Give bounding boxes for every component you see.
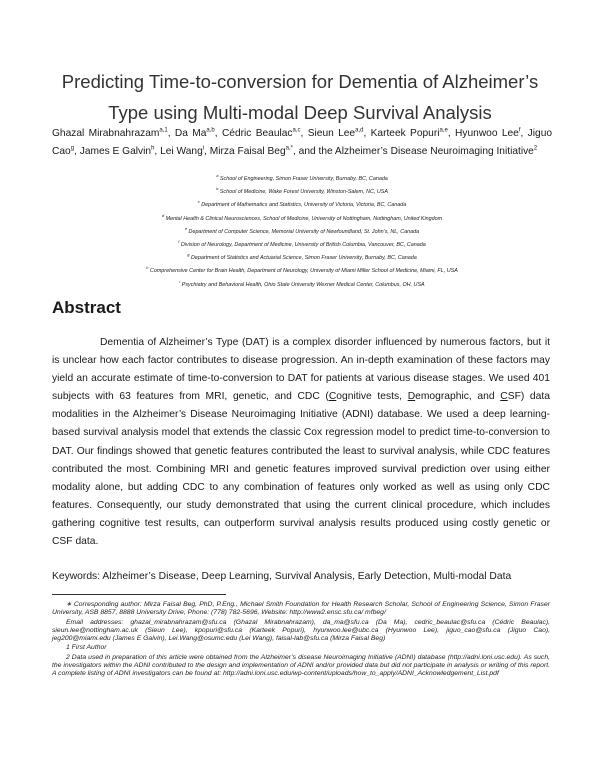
author-sup: a,e (439, 127, 448, 134)
author-name: and the Alzheimer’s Disease Neuroimaging Initiative (298, 146, 534, 157)
title-line-1: Predicting Time-to-conversion for Dementia of Alzheimer’s (61, 71, 539, 92)
author-sup: a,b (206, 127, 215, 134)
paper-title (40, 66, 560, 128)
footnote-first-author: 1 First Author (66, 644, 107, 652)
author-name: Karteek Popuri (370, 128, 440, 139)
author-name: Sieun Lee (307, 128, 356, 139)
affiliation-text: Division of Neurology, Department of Medicine, University of British Columbia, Vancouver, BC, Canada (180, 241, 426, 248)
author-list: Ghazal Mirabnahrazam$^{a,1}$, Da Ma$^{a,b}$, Cédric Beaulac$^{a,c}$, Sieun Lee$^{a,d}$, Karteek Popuri$^{a,e}$, Hyunwoo Lee$^f$, Jiguo Cao$^g$, James E Galvin$^h$, Lei Wang$^i$, Mirza Faisal Beg$^{a,*}$, and the Alzheimer’s Disease Neuroimaging Initiative$^2$ (52, 127, 553, 157)
author-name: Cédric Beaulac (221, 128, 293, 139)
affiliation-item (52, 250, 552, 263)
author-sup: g (70, 145, 75, 152)
cdc-csf-initial: C (500, 391, 508, 403)
abstract-text-rest: SF) data modalities in the Alzheimer’s Disease Neuroimaging Initiative (ADNI) database. We used a deep learning-based survival analysis model that extends the classic Cox regression model to predict time-to-conversion to DAT. Our findings showed that genetic features contributed the least to survival analysis, while CDC features contributed the most. Combining MRI and genetic features improved survival prediction over using either modality alone, but adding CDC to any combination of features only worked as well as using only CDC features. Consequently, our study demonstrated that using the current clinical procedure, which includes gathering cognitive test results, can outperform survival analysis results produced using costly genetic or CSF data. (52, 391, 550, 548)
author-name: James E Galvin (79, 146, 152, 157)
author-name: Jiguo Cao (52, 128, 553, 157)
affiliation-sup: a (216, 173, 219, 178)
title-line-2: Type using Multi-modal Deep Survival Analysis (108, 102, 492, 123)
affiliation-sup: e (184, 225, 188, 231)
author-name: Mirza Faisal Beg (209, 146, 286, 157)
affiliation-sup: d (161, 212, 165, 218)
author-sup: a,d (355, 127, 364, 134)
footnote-divider (52, 594, 226, 595)
affiliation-item (52, 171, 552, 184)
author-sup: a,1 (159, 127, 168, 134)
affiliation-list (52, 171, 552, 290)
author-name: Ghazal Mirabnahrazam (52, 128, 160, 139)
footnote-emails: Email addresses: ghazal_mirabnahrazam@sfu.ca (Ghazal Mirabnahrazam), da_ma@sfu.ca (Da Ma), cedric_beaulac@sfu.ca (Cédric Beaulac), sieun.lee@nottingham.ac.uk (Sieun Lee), kpopuri@sfu.ca (Karteek Popuri), hyunwoo.lee@ubc.ca (Hyunwoo Lee), jiguo_cao@sfu.ca (Jiguo Cao), jeg200@miami.edu (James E Galvin), Lei.Wang@osumc.edu (Lei Wang), faisal-lab@sfu.ca (Mirza Faisal Beg) (52, 618, 550, 643)
abstract-text: ognitive tests, (336, 391, 408, 403)
affiliation-item (52, 184, 552, 197)
affiliation-text: Department of Statistics and Actuarial Science, Simon Fraser University, Burnaby, BC, Canada (190, 255, 417, 262)
affiliation-sup: i (179, 278, 181, 284)
affiliation-sup: g (187, 252, 190, 258)
author-sup: i (202, 145, 205, 152)
affiliation-text: Mental Health & Clinical Neurosciences, School of Medicine, University of Nottingham, Nottingham, United Kingdom (165, 215, 443, 222)
author-sup: a,c (292, 127, 301, 134)
keywords-line: Keywords: Alzheimer’s Disease, Deep Learning, Survival Analysis, Early Detection, Multi-modal Data (52, 571, 512, 582)
author-sup: a,* (285, 145, 293, 152)
abstract-heading: Abstract (52, 298, 121, 317)
abstract-text: emographic, and (415, 391, 501, 403)
abstract-paragraph (52, 334, 550, 551)
affiliation-item (52, 197, 552, 210)
affiliation-sup: b (216, 186, 219, 192)
affiliation-item (52, 224, 552, 237)
footnote-corresponding: ∗ Corresponding author: Mirza Faisal Beg, PhD, P.Eng., Michael Smith Foundation for Health Research Scholar, School of Engineering Science, Simon Fraser University, ASB 8857, 8888 University Drive, Phone: (778) 782-5696, Website: http://www2.ensc.sfu.ca/ mfbeg/ (52, 601, 550, 617)
abstract-text-intro: Dementia of Alzheimer’s Type (DAT) is a complex disorder influenced by numerous factors, but it is unclear how each factor contributes to disease progression. An in-depth examination of these factors may yield an accurate estimate of time-to-conversion to DAT for patients at various disease stages. We used 401 subjects with 63 features from MRI, genetic, and CDC ( (52, 337, 550, 403)
affiliation-item (52, 237, 552, 250)
footnotes (52, 601, 550, 680)
cdc-demographic-initial: D (407, 391, 416, 403)
affiliation-sup: c (197, 199, 200, 205)
affiliation-text: Psychiatry and Behavioral Health, Ohio State University Wexner Medical Center, Columbus, OH, USA (181, 281, 425, 288)
author-name: Lei Wang (160, 146, 203, 157)
affiliation-item (52, 211, 552, 224)
affiliation-item (52, 263, 552, 276)
author-sup: h (151, 145, 155, 152)
author-sup: f (518, 127, 521, 134)
affiliation-text: Department of Computer Science, Memorial University of Newfoundland, St. John’s, NL, Canada (188, 228, 420, 235)
affiliation-sup: f (178, 239, 180, 245)
affiliation-text: Department of Mathematics and Statistics, University of Victoria, Victoria, BC, Canada (201, 202, 407, 209)
author-name: Hyunwoo Lee (455, 128, 519, 139)
affiliation-sup: h (146, 265, 149, 271)
footnote-adni: 2 Data used in preparation of this article were obtained from the Alzheimer’s disease Neuroimaging Initiative (ADNI) database (http://adni.loni.usc.edu). As such, the investigators within the ADNI contributed to the design and implementation of ADNI and/or provided data but did not participate in analysis or writing of this report. A complete listing of ADNI investigators can be found at: http://adni.loni.usc.edu/wp-content/uploads/how_to_apply/ADNI_Acknowledgement_List.pdf (52, 653, 550, 678)
cdc-cognitive-initial: C (328, 391, 337, 403)
author-name: Da Ma (174, 128, 207, 139)
affiliation-text: Comprehensive Center for Brain Health, Department of Neurology, University of Miami Miller School of Medicine, Miami, FL, USA (149, 268, 458, 275)
author-sup: 2 (533, 145, 538, 152)
affiliation-text: School of Engineering, Simon Fraser University, Burnaby, BC, Canada (219, 175, 388, 182)
affiliation-item (52, 277, 552, 290)
affiliation-text: School of Medicine, Wake Forest University, Winston-Salem, NC, USA (219, 189, 388, 195)
